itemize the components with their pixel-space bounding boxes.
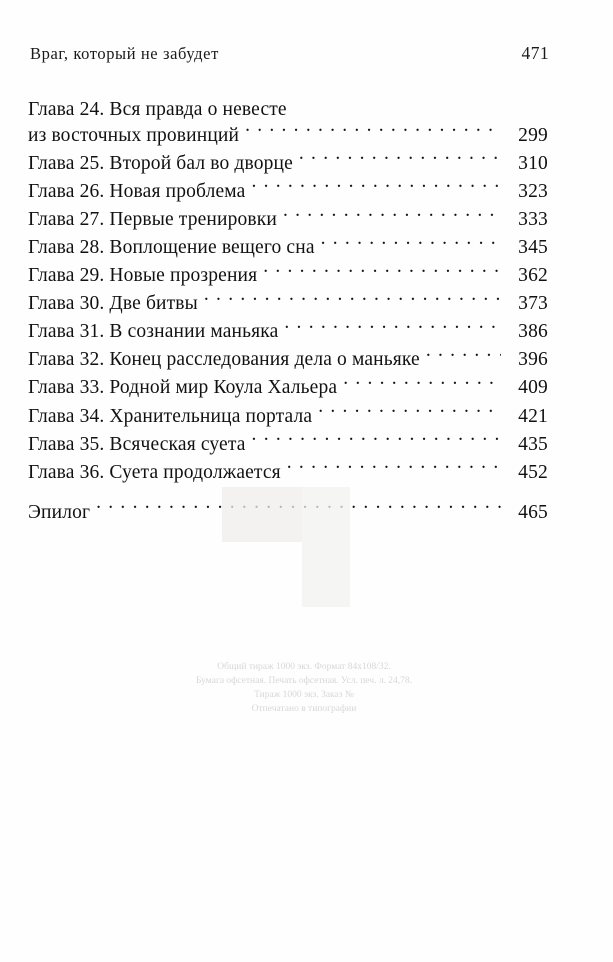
toc-leaders bbox=[283, 205, 501, 225]
toc-entry-page: 421 bbox=[518, 405, 548, 427]
imprint-line: Тираж 1000 экз. Заказ № bbox=[254, 690, 354, 700]
toc-leaders bbox=[426, 346, 501, 366]
show-through-artifact bbox=[302, 487, 350, 607]
book-title: Враг, который не забудет bbox=[30, 44, 219, 63]
toc-leaders bbox=[287, 458, 501, 478]
toc-entry-title: Глава 27. Первые тренировки bbox=[28, 208, 277, 230]
toc-entry-page: 435 bbox=[518, 433, 548, 455]
toc-leaders bbox=[284, 318, 501, 338]
toc-entry bbox=[28, 290, 548, 318]
toc-entry bbox=[28, 262, 548, 290]
toc-entry bbox=[28, 95, 548, 123]
toc-entry bbox=[28, 233, 548, 261]
toc-entry-title: Глава 29. Новые прозрения bbox=[28, 265, 258, 287]
toc-entry bbox=[28, 177, 548, 205]
toc-leaders bbox=[252, 430, 501, 450]
toc-leaders bbox=[318, 402, 501, 422]
toc-entry bbox=[28, 318, 548, 346]
show-through-artifact bbox=[222, 487, 302, 542]
toc-entry-page: 310 bbox=[518, 152, 548, 174]
toc-entry-title: Глава 31. В сознании маньяка bbox=[28, 321, 279, 343]
toc-leaders bbox=[204, 290, 501, 310]
imprint-line: Бумага офсетная. Печать офсетная. Усл. печ. л. 24,78. bbox=[195, 676, 413, 686]
toc-entry-title: Глава 24. Вся правда о невесте bbox=[28, 98, 287, 120]
toc-entry-page: 396 bbox=[518, 349, 548, 371]
page-number: 471 bbox=[521, 43, 549, 63]
toc-entry-page: 373 bbox=[518, 293, 548, 315]
toc-entry-title: Глава 33. Родной мир Коула Хальера bbox=[28, 377, 338, 399]
toc-entry-page: 345 bbox=[518, 236, 548, 258]
show-through-imprint-text bbox=[134, 660, 474, 716]
toc-entry-title: Глава 35. Всяческая суета bbox=[28, 433, 246, 455]
toc-entry bbox=[28, 402, 548, 430]
toc-entry-page: 465 bbox=[518, 501, 548, 523]
toc-entry-page: 386 bbox=[518, 321, 548, 343]
toc-entry-page: 333 bbox=[518, 208, 548, 230]
toc-leaders bbox=[293, 95, 501, 115]
imprint-line: Отпечатано в типографии bbox=[251, 704, 357, 714]
toc-leaders bbox=[321, 233, 501, 253]
toc-entry-title: Глава 26. Новая проблема bbox=[28, 180, 246, 202]
toc-leaders bbox=[245, 121, 501, 141]
toc-entry bbox=[28, 458, 548, 486]
toc-leaders bbox=[299, 149, 501, 169]
toc-entry-page: 452 bbox=[518, 461, 548, 483]
imprint-line: Общий тираж 1000 экз. Формат 84х108/32. bbox=[217, 662, 391, 672]
toc-entry bbox=[28, 430, 548, 458]
toc-entry-title: Глава 30. Две битвы bbox=[28, 293, 198, 315]
toc-entry-page: 323 bbox=[518, 180, 548, 202]
toc-entry bbox=[28, 205, 548, 233]
toc-entry-title: Глава 32. Конец расследования дела о маньяке bbox=[28, 349, 420, 371]
toc-entry-title-continued: из восточных провинций bbox=[28, 124, 240, 146]
toc-entry-page: 299 bbox=[518, 124, 548, 146]
toc-entry bbox=[28, 374, 548, 402]
toc-entry-title: Глава 25. Второй бал во дворце bbox=[28, 152, 293, 174]
toc-leaders bbox=[251, 177, 501, 197]
toc-entry-title: Глава 34. Хранительница портала bbox=[28, 405, 313, 427]
toc-entry-continuation bbox=[28, 121, 548, 149]
running-head bbox=[30, 43, 583, 64]
toc-leaders bbox=[263, 262, 501, 282]
toc-entry bbox=[28, 346, 548, 374]
toc-entry-page: 362 bbox=[518, 265, 548, 287]
toc-entry-title: Глава 28. Воплощение вещего сна bbox=[28, 236, 315, 258]
toc-leaders bbox=[343, 374, 501, 394]
toc-entry bbox=[28, 149, 548, 177]
toc-entry-title: Глава 36. Суета продолжается bbox=[28, 461, 281, 483]
toc-entry-title: Эпилог bbox=[28, 501, 91, 523]
table-of-contents bbox=[28, 95, 548, 526]
toc-entry-page: 409 bbox=[518, 377, 548, 399]
